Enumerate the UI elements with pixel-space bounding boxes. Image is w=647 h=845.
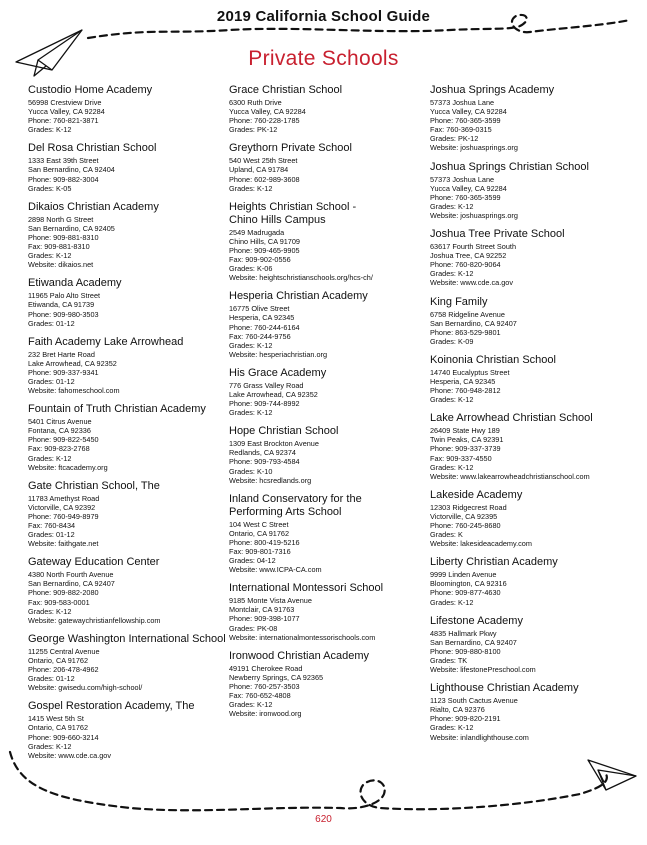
school-phone: Phone: 909-337-9341 [28,367,99,377]
school-city: San Bernardino, CA 92407 [28,579,115,589]
school-city: San Bernardino, CA 92407 [430,637,517,647]
school-phone: Phone: 800-419-5216 [229,537,300,547]
school-name: Grace Christian School [229,84,343,96]
school-street: 57373 Joshua Lane [430,174,495,184]
school-street: 11783 Amethyst Road [28,493,100,503]
school-grades: Grades: PK-12 [430,134,479,144]
school-name: Lifestone Academy [430,614,523,627]
school-name: George Washington International School [28,632,226,645]
school-phone: Phone: 760-949-8979 [28,511,99,521]
school-street: 49191 Cherokee Road [229,663,303,673]
school-street: 9185 Monte Vista Avenue [229,596,312,606]
school-street: 5401 Citrus Avenue [28,417,92,427]
school-city: Lake Arrowhead, CA 92352 [229,389,318,399]
paper-plane-icon [588,760,636,790]
school-city: Rialto, CA 92376 [430,705,485,715]
school-grades: Grades: K-12 [430,462,474,472]
school-entry [229,201,429,283]
school-entry [28,142,228,192]
school-name: Joshua Springs Academy [430,84,555,96]
school-grades: Grades: 04-12 [229,556,276,566]
school-city: Fontana, CA 92336 [28,426,91,436]
school-entry [28,556,228,625]
school-entry [28,700,228,759]
school-phone: Phone: 760-821-3871 [28,116,99,126]
school-entry [229,493,429,575]
school-street: 2549 Madrugada [229,227,285,237]
school-grades: Grades: K-12 [430,201,474,211]
school-street: 56998 Crestview Drive [28,98,102,107]
school-entry [229,290,429,359]
school-city: Yucca Valley, CA 92284 [28,107,105,117]
school-phone: Phone: 760-948-2812 [430,386,501,396]
school-phone: Phone: 909-820-2191 [430,714,501,724]
school-city: Bloomington, CA 92316 [430,579,507,589]
school-phone: Phone: 909-882-3004 [28,174,99,184]
school-website: Website: lakesideacademy.com [430,539,532,549]
column-1 [28,84,228,768]
school-name: Joshua Springs Christian School [430,160,589,173]
school-grades: Grades: PK-12 [229,125,278,135]
header-title: 2019 California School Guide [216,8,431,25]
school-phone: Phone: 760-820-9064 [430,260,501,270]
school-name: Gospel Restoration Academy, The [28,700,195,713]
school-website: Website: fahomeschool.com [28,386,120,396]
school-name: Fountain of Truth Christian Academy [28,403,206,416]
school-grades: Grades: 01-12 [28,318,75,328]
school-city: Joshua Tree, CA 92252 [430,251,507,261]
school-city: Yucca Valley, CA 92284 [430,183,507,193]
school-name: Custodio Home Academy [28,84,153,96]
school-city: Hesperia, CA 92345 [229,313,295,323]
school-name: Joshua Tree Private School [430,228,565,241]
school-fax: Fax: 909-823-2768 [28,444,90,454]
school-phone: Phone: 909-877-4630 [430,588,501,598]
school-name: His Grace Academy [229,366,327,379]
school-fax: Fax: 909-583-0001 [28,597,90,607]
school-phone: Phone: 760-365-3599 [430,116,501,126]
school-street: 232 Bret Harte Road [28,349,95,359]
school-entry [28,201,228,270]
school-name: Gate Christian School, The [28,479,160,492]
school-grades: Grades: K-12 [229,183,273,193]
school-name: Del Rosa Christian School [28,142,157,155]
section-title: Private Schools [248,47,399,70]
school-grades: Grades: K-12 [430,723,474,733]
school-phone: Phone: 909-660-3214 [28,732,99,742]
school-grades: Grades: K-12 [28,251,72,261]
school-phone: Phone: 760-365-3599 [430,192,501,202]
school-phone: Phone: 602-989-3608 [229,174,300,184]
school-city: Yucca Valley, CA 92284 [229,107,306,117]
school-phone: Phone: 909-398-1077 [229,614,300,624]
school-city: Victorville, CA 92392 [28,502,96,512]
school-entry [28,403,228,472]
school-phone: Phone: 909-980-3503 [28,309,99,319]
school-website: Website: hesperiachristian.org [229,349,328,359]
school-entry [430,489,630,548]
school-city: Etiwanda, CA 91739 [28,300,95,310]
school-name: Lake Arrowhead Christian School [430,412,593,425]
school-website: Website: joshuasprings.org [430,210,518,220]
school-website: Website: lifestonePreschool.com [430,665,536,675]
school-name: Hesperia Christian Academy [229,290,368,303]
school-phone: Phone: 863-529-9801 [430,327,501,337]
school-entry [229,425,429,484]
school-entry [430,615,630,674]
school-website: Website: heightschristianschools.org/hcs-ch/ [229,273,373,283]
school-city: Montclair, CA 91763 [229,605,295,615]
school-grades: Grades: K-12 [229,700,273,710]
school-city: San Bernardino, CA 92405 [28,223,115,233]
school-fax: Fax: 760-244-9756 [229,331,291,341]
school-street: 14740 Eucalyptus Street [430,367,510,377]
school-street: 4835 Hallmark Pkwy [430,628,497,638]
school-website: Website: hcsredlands.org [229,475,312,485]
column-3 [430,84,630,750]
school-grades: Grades: K-12 [229,340,273,350]
school-entry [229,650,429,719]
school-fax: Fax: 909-881-8310 [28,242,90,252]
school-street: 2898 North G Street [28,214,94,224]
school-grades: Grades: K-09 [430,336,474,346]
school-name: Etiwanda Academy [28,277,122,290]
school-name: Faith Academy Lake Arrowhead [28,335,184,348]
school-street: 11965 Palo Alto Street [28,291,101,301]
school-phone: Phone: 909-882-2080 [28,588,99,598]
school-fax: Fax: 909-902-0556 [229,255,291,265]
school-street: 16775 Olive Street [229,304,290,314]
school-grades: Grades: 01-12 [28,674,75,684]
school-city: San Bernardino, CA 92404 [28,165,115,175]
school-street: 1333 East 39th Street [28,156,99,166]
school-city: Redlands, CA 92374 [229,448,296,458]
school-entry [430,84,630,153]
school-website: Website: dikaios.net [28,260,94,270]
school-grades: Grades: K [430,530,463,540]
school-name: Gateway Education Center [28,556,160,569]
school-fax: Fax: 909-337-4550 [430,453,492,463]
school-name: Inland Conservatory for the Performing Arts School [229,492,362,518]
school-street: 63617 Fourth Street South [430,242,516,252]
school-entry [28,84,228,134]
school-fax: Fax: 760-8434 [28,521,76,530]
school-street: 1309 East Brockton Avenue [229,439,319,449]
school-phone: Phone: 909-822-5450 [28,435,99,445]
school-city: Victorville, CA 92395 [430,511,498,521]
school-name: Lakeside Academy [430,488,523,501]
school-phone: Phone: 206-478-4962 [28,665,99,675]
school-name: Ironwood Christian Academy [229,649,370,662]
school-website: Website: ftcacademy.org [28,462,108,472]
school-grades: Grades: PK-08 [229,623,278,633]
school-phone: Phone: 909-793-4584 [229,457,300,467]
school-street: 104 West C Street [229,519,289,529]
school-street: 1123 South Cactus Avenue [430,696,518,706]
school-street: 12303 Ridgecrest Road [430,502,507,512]
school-fax: Fax: 760-652-4808 [229,691,291,701]
school-city: Ontario, CA 91762 [28,655,89,665]
school-city: Yucca Valley, CA 92284 [430,107,507,117]
school-grades: Grades: K-05 [28,183,72,193]
school-website: Website: www.lakearrowheadchristianschool.com [430,471,590,481]
school-entry [229,142,429,192]
school-grades: Grades: K-12 [430,597,474,607]
school-name: Lighthouse Christian Academy [430,682,579,695]
school-website: Website: gwisedu.com/high-school/ [28,683,143,693]
school-website: Website: ironwood.org [229,709,302,719]
school-phone: Phone: 909-337-3739 [430,444,501,454]
school-name: Liberty Christian Academy [430,556,558,569]
school-phone: Phone: 909-881-8310 [28,232,99,242]
school-city: Lake Arrowhead, CA 92352 [28,358,117,368]
school-street: 9999 Linden Avenue [430,570,497,580]
school-street: 11255 Central Avenue [28,646,100,656]
school-grades: Grades: K-12 [430,395,474,405]
school-website: Website: gatewaychristianfellowship.com [28,615,161,625]
column-2 [229,84,429,726]
school-phone: Phone: 760-244-6164 [229,322,300,332]
school-entry [229,367,429,417]
school-grades: Grades: K-12 [229,408,273,418]
school-street: 4380 North Fourth Avenue [28,570,114,580]
school-grades: Grades: 01-12 [28,376,75,386]
school-street: 26409 State Hwy 189 [430,426,500,436]
school-entry [430,682,630,741]
school-phone: Phone: 760-257-3503 [229,681,300,691]
school-grades: Grades: TK [430,655,468,665]
school-city: Twin Peaks, CA 92391 [430,435,504,445]
school-street: 776 Grass Valley Road [229,380,304,390]
school-grades: Grades: K-10 [229,466,273,476]
school-phone: Phone: 760-228-1785 [229,116,300,126]
school-entry [430,354,630,404]
school-website: Website: www.ICPA-CA.com [229,565,322,575]
school-phone: Phone: 909-465-9905 [229,245,300,255]
school-fax: Fax: 909-801-7316 [229,547,291,556]
school-name: Koinonia Christian School [430,353,556,366]
school-name: Greythorn Private School [229,142,352,155]
school-grades: Grades: 01-12 [28,530,75,540]
school-grades: Grades: K-12 [28,453,72,463]
school-street: 1415 West 5th St [28,714,84,724]
school-entry [229,582,429,641]
school-entry [28,277,228,327]
school-phone: Phone: 909-744-8992 [229,399,300,409]
school-name: Hope Christian School [229,425,339,438]
school-entry [430,228,630,287]
school-entry [28,336,228,395]
school-street: 6758 Ridgeline Avenue [430,309,505,319]
school-website: Website: www.cde.ca.gov [28,750,112,760]
school-city: Chino Hills, CA 91709 [229,236,300,246]
school-website: Website: inlandlighthouse.com [430,732,529,742]
school-grades: Grades: K-12 [28,741,72,751]
school-website: Website: www.cde.ca.gov [430,278,514,288]
school-name: Heights Christian School - Chino Hills Campus [229,200,357,226]
school-name: International Montessori School [229,582,384,595]
school-entry [430,161,630,220]
school-city: San Bernardino, CA 92407 [430,318,517,328]
school-grades: Grades: K-12 [28,606,72,616]
school-entry [430,412,630,481]
school-fax: Fax: 760-369-0315 [430,125,492,135]
school-grades: Grades: K-12 [28,125,72,135]
school-city: Hesperia, CA 92345 [430,376,496,386]
school-name: Dikaios Christian Academy [28,200,159,213]
school-city: Upland, CA 91784 [229,165,289,175]
school-phone: Phone: 909-880-8100 [430,646,501,656]
school-entry [430,296,630,346]
school-city: Ontario, CA 91762 [28,723,89,733]
school-phone: Phone: 760-245-8680 [430,521,501,530]
school-city: Newberry Springs, CA 92365 [229,672,324,682]
school-entry [430,556,630,606]
school-entry [229,84,429,134]
school-street: 540 West 25th Street [229,156,298,166]
school-website: Website: faithgate.net [28,539,99,549]
school-grades: Grades: K-06 [229,264,273,274]
school-street: 6300 Ruth Drive [229,98,282,107]
school-entry [28,633,228,692]
school-entry [28,480,228,549]
page-number: 620 [315,814,332,825]
school-website: Website: internationalmontessorischools.com [229,632,376,642]
school-name: King Family [430,295,488,308]
school-grades: Grades: K-12 [430,269,474,279]
school-street: 57373 Joshua Lane [430,98,495,107]
school-city: Ontario, CA 91762 [229,528,290,538]
school-website: Website: joshuasprings.org [430,143,518,153]
